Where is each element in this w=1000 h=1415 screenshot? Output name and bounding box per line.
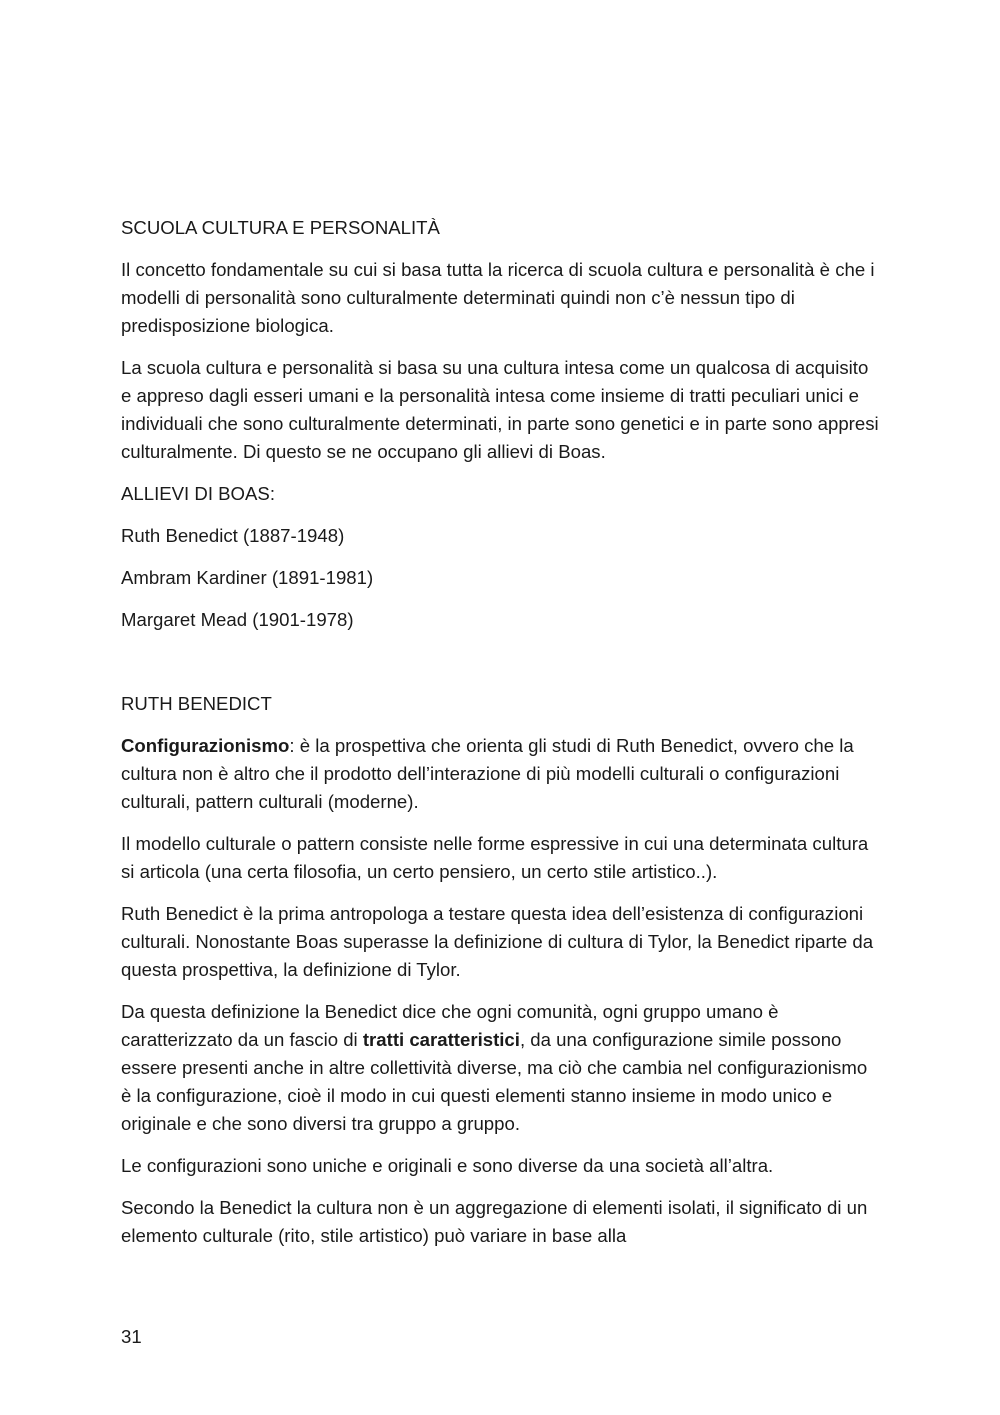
list-heading: ALLIEVI DI BOAS: xyxy=(121,483,275,504)
section-ruth-benedict xyxy=(121,690,881,1250)
section-heading: RUTH BENEDICT xyxy=(121,693,272,714)
page-number: 31 xyxy=(121,1326,142,1347)
section-spacer xyxy=(121,648,881,690)
paragraph: Ruth Benedict è la prima antropologa a testare questa idea dell’esistenza di configurazioni culturali. Nonostante Boas superasse la definizione di cultura di Tylor, la Benedict riparte da questa prospettiva, la definizione di Tylor. xyxy=(121,903,874,980)
bold-term: Configurazionismo xyxy=(121,735,290,756)
section-heading: SCUOLA CULTURA E PERSONALITÀ xyxy=(121,217,440,238)
student-item: Ruth Benedict (1887-1948) xyxy=(121,525,345,546)
paragraph-text: , da una configurazione simile possono essere presenti anche in altre collettività diverse, ma ciò che cambia nel configurazionismo è la configurazione, cioè il modo in cui questi elementi stanno insieme in modo unico e originale e che sono diversi tra gruppo a gruppo. xyxy=(121,1029,868,1134)
paragraph xyxy=(121,732,881,816)
paragraph: Il concetto fondamentale su cui si basa tutta la ricerca di scuola cultura e personalità è che i modelli di personalità sono culturalmente determinati quindi non c’è nessun tipo di predisposizione biologica. xyxy=(121,259,875,336)
student-item: Margaret Mead (1901-1978) xyxy=(121,609,354,630)
paragraph xyxy=(121,998,881,1138)
paragraph-text: : è la prospettiva che orienta gli studi di Ruth Benedict, ovvero che la cultura non è altro che il prodotto dell’interazione di più modelli culturali o configurazioni culturali, pattern culturali (moderne). xyxy=(121,735,854,812)
page-body xyxy=(121,214,881,1264)
student-item: Ambram Kardiner (1891-1981) xyxy=(121,567,374,588)
paragraph-text: Da questa definizione la Benedict dice che ogni comunità, ogni gruppo umano è caratterizzato da un fascio di xyxy=(121,1001,779,1050)
paragraph: Il modello culturale o pattern consiste nelle forme espressive in cui una determinata cultura si articola (una certa filosofia, un certo pensiero, un certo stile artistico..). xyxy=(121,833,869,882)
bold-term: tratti caratteristici xyxy=(362,1029,520,1050)
paragraph: La scuola cultura e personalità si basa su una cultura intesa come un qualcosa di acquisito e appreso dagli esseri umani e la personalità intesa come insieme di tratti peculiari unici e individuali che sono culturalmente determinati, in parte sono genetici e in parte sono appresi culturalmente. Di questo se ne occupano gli allievi di Boas. xyxy=(121,357,879,462)
paragraph: Le configurazioni sono uniche e originali e sono diverse da una società all’altra. xyxy=(121,1155,774,1176)
section-scuola-cultura xyxy=(121,214,881,634)
paragraph: Secondo la Benedict la cultura non è un aggregazione di elementi isolati, il significato di un elemento culturale (rito, stile artistico) può variare in base alla xyxy=(121,1197,868,1246)
